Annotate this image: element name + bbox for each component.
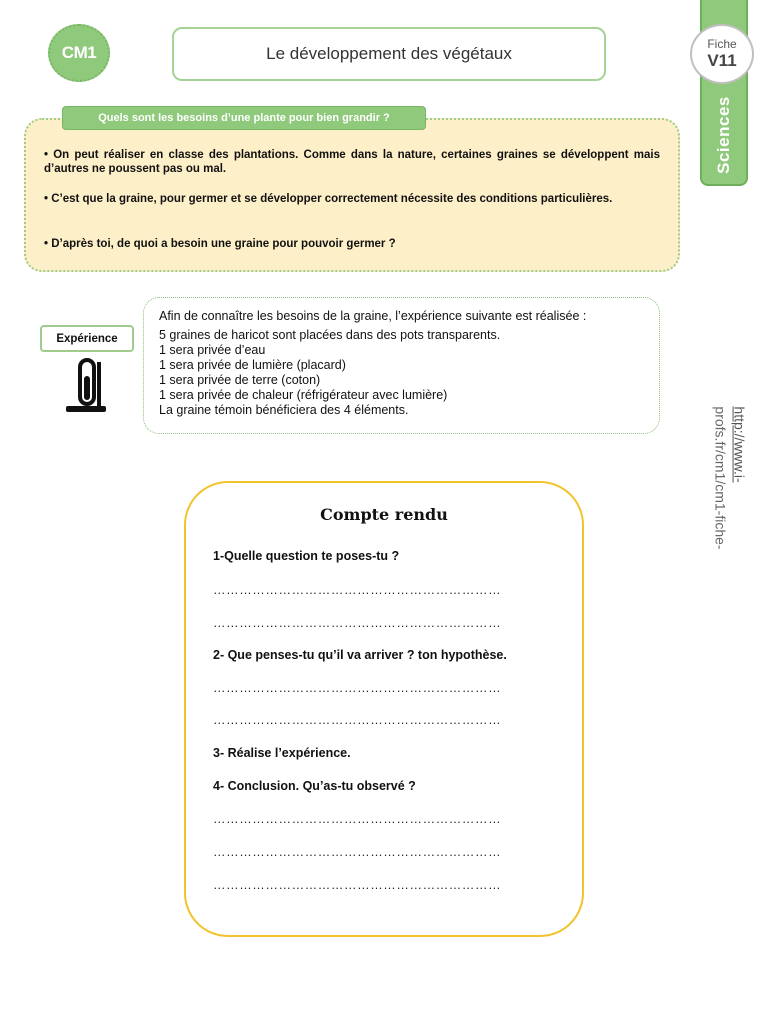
answer-line[interactable]: ………………………………………………………… [213,713,502,727]
report-question-1: 1-Quelle question te poses-tu ? [213,549,400,563]
page-title: Le développement des végétaux [172,27,606,81]
source-url-line1[interactable]: http://www.i- [732,405,749,483]
test-tube-icon [64,358,108,416]
answer-line[interactable]: ………………………………………………………… [213,812,502,826]
experience-intro: Afin de connaître les besoins de la graine, l’expérience suivante est réalisée : [159,309,587,323]
answer-line[interactable]: ………………………………………………………… [213,616,502,630]
answer-line[interactable]: ………………………………………………………… [213,878,502,892]
fiche-number: V11 [707,51,737,70]
experience-label: Expérience [40,325,134,352]
experience-line: 1 sera privée de lumière (placard) [159,358,346,372]
intro-paragraph-2: • C’est que la graine, pour germer et se développer correctement nécessite des conditions particulières. [44,193,613,205]
source-url-line2[interactable]: profs.fr/cm1/cm1-fiche- [713,405,730,550]
experience-line: 1 sera privée de terre (coton) [159,373,321,387]
report-question-4: 4- Conclusion. Qu’as-tu observé ? [213,779,416,793]
intro-paragraph-1: • On peut réaliser en classe des plantations. Comme dans la nature, certaines graines se développent mais d’autres ne poussent pas ou mal. [44,149,660,175]
fiche-label: Fiche [707,37,737,51]
answer-line[interactable]: ………………………………………………………… [213,845,502,859]
experience-line: 1 sera privée d’eau [159,343,266,357]
intro-paragraph-3: • D’après toi, de quoi a besoin une graine pour pouvoir germer ? [44,238,396,250]
experience-line: 1 sera privée de chaleur (réfrigérateur avec lumière) [159,388,448,402]
experience-line: La graine témoin bénéficiera des 4 éléments. [159,403,409,417]
source-url[interactable] [700,390,760,565]
subject-tab-label: Sciences [714,96,734,174]
answer-line[interactable]: ………………………………………………………… [213,583,502,597]
experience-line: 5 graines de haricot sont placées dans des pots transparents. [159,328,501,342]
report-title: Compte rendu [320,505,448,524]
fiche-badge [690,24,754,84]
report-question-2: 2- Que penses-tu qu’il va arriver ? ton hypothèse. [213,648,507,662]
level-badge: CM1 [48,24,110,82]
intro-question-tag: Quels sont les besoins d’une plante pour bien grandir ? [62,106,426,130]
answer-line[interactable]: ………………………………………………………… [213,681,502,695]
report-question-3: 3- Réalise l’expérience. [213,746,351,760]
